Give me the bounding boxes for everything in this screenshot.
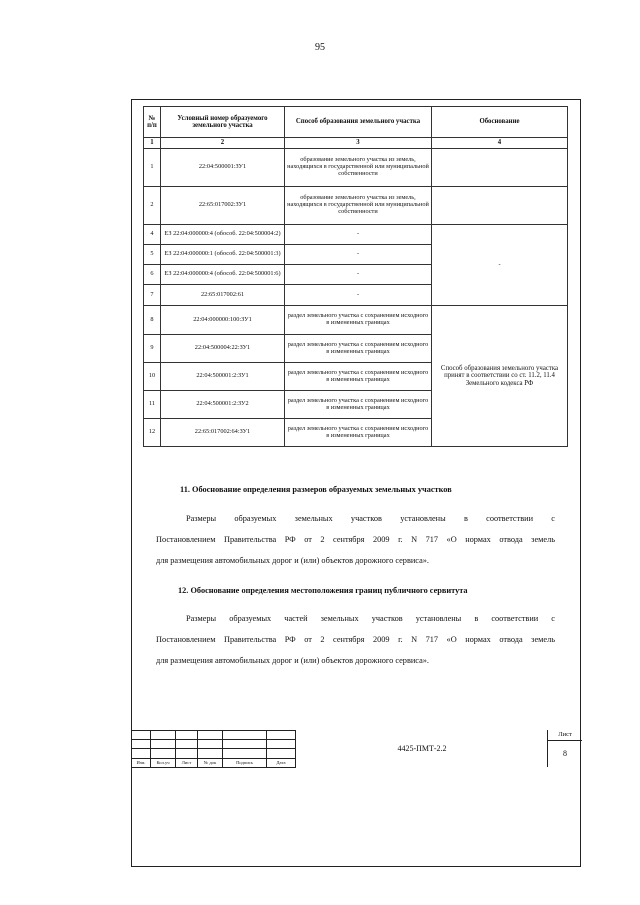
row-number: 1 (144, 149, 161, 187)
stamp-label: Лист (176, 758, 198, 767)
section-11-heading: 11. Обоснование определения размеров образуемых земельных участков (180, 485, 452, 494)
row-number: 11 (144, 391, 161, 419)
col-index: 2 (161, 138, 285, 149)
col-index: 3 (285, 138, 432, 149)
row-cadastral: 22:04:500001:ЗУ1 (161, 149, 285, 187)
row-number: 10 (144, 363, 161, 391)
stamp-label: № док (198, 758, 223, 767)
section-12-heading: 12. Обоснование определения местоположения границ публичного сервитута (178, 586, 468, 595)
sheet-box (547, 730, 582, 767)
paragraph-line: Размеры образуемых земельных участков установлены в соответствии с (186, 514, 555, 523)
row-number: 6 (144, 265, 161, 285)
table-index-row (144, 138, 568, 149)
row-basis-empty (432, 187, 568, 225)
row-method: раздел земельного участка с сохранением исходного в измененных границах (285, 335, 432, 363)
title-block-grid (131, 730, 296, 768)
section-12-paragraph (156, 608, 555, 671)
paragraph-line: Постановлением Правительства РФ от 2 сентября 2009 г. N 717 «О нормах отвода земель (156, 535, 555, 544)
stamp-label: Дата (267, 758, 296, 767)
row-method: раздел земельного участка с сохранением исходного в измененных границах (285, 306, 432, 335)
page-number: 95 (315, 42, 325, 53)
row-basis-empty (432, 149, 568, 187)
sheet-label: Лист (548, 730, 582, 741)
row-number: 7 (144, 285, 161, 306)
section-11-paragraph (156, 508, 555, 571)
col-index: 4 (432, 138, 568, 149)
header-method: Способ образования земельного участка (285, 107, 432, 138)
stamp-label: Изм. (132, 758, 151, 767)
row-method: - (285, 285, 432, 306)
row-number: 9 (144, 335, 161, 363)
table-row (144, 306, 568, 335)
basis-text-cell: Способ образования земельного участка принят в соответствии со ст. 11.2, 11.4 Земельного кодекса РФ (432, 306, 568, 447)
row-method: - (285, 225, 432, 245)
header-basis: Обоснование (432, 107, 568, 138)
row-method: раздел земельного участка с сохранением исходного в измененных границах (285, 363, 432, 391)
row-method: образование земельного участка из земель, находящихся в государственной или муниципальной собственности (285, 187, 432, 225)
paragraph-line: Размеры образуемых частей земельных участков установлены в соответствии с (186, 614, 555, 623)
title-block (131, 730, 581, 767)
table-row (144, 225, 568, 245)
paragraph-line: Постановлением Правительства РФ от 2 сентября 2009 г. N 717 «О нормах отвода земель (156, 635, 555, 644)
row-cadastral: 22:65:017002:ЗУ1 (161, 187, 285, 225)
row-number: 8 (144, 306, 161, 335)
land-plots-table (143, 106, 568, 447)
sheet-number: 8 (563, 749, 567, 758)
table-row (144, 149, 568, 187)
header-number: № п/п (144, 107, 161, 138)
row-method: раздел земельного участка с сохранением исходного в измененных границах (285, 419, 432, 447)
title-block-labels (132, 758, 296, 767)
row-method: - (285, 245, 432, 265)
row-cadastral: 22:04:500001:2:ЗУ2 (161, 391, 285, 419)
row-cadastral: 22:04:000000:100:ЗУ1 (161, 306, 285, 335)
stamp-label: Кол.уч (151, 758, 176, 767)
row-cadastral: 22:04:500004:22:ЗУ1 (161, 335, 285, 363)
col-index: 1 (144, 138, 161, 149)
row-cadastral: ЕЗ 22:04:000000:1 (обособ. 22:04:500001:3) (161, 245, 285, 265)
stamp-label: Подпись (223, 758, 267, 767)
row-cadastral: ЕЗ 22:04:000000:4 (обособ. 22:04:500004:2) (161, 225, 285, 245)
row-cadastral: ЕЗ 22:04:000000:4 (обособ. 22:04:500001:6) (161, 265, 285, 285)
header-plot-number: Условный номер образуемого земельного участка (161, 107, 285, 138)
paragraph-line: для размещения автомобильных дорог и (или) объектов дорожного сервиса». (156, 556, 429, 565)
row-method: раздел земельного участка с сохранением исходного в измененных границах (285, 391, 432, 419)
row-number: 4 (144, 225, 161, 245)
document-code: 4425-ПМТ-2.2 (295, 730, 548, 767)
row-cadastral: 22:65:017002:61 (161, 285, 285, 306)
row-number: 5 (144, 245, 161, 265)
row-cadastral: 22:65:017002:64:ЗУ1 (161, 419, 285, 447)
row-number: 2 (144, 187, 161, 225)
basis-dash-cell: - (432, 225, 568, 306)
row-method: образование земельного участка из земель, находящихся в государственной или муниципальной собственности (285, 149, 432, 187)
row-cadastral: 22:04:500001:2:ЗУ1 (161, 363, 285, 391)
table-header-row (144, 107, 568, 138)
table-row (144, 187, 568, 225)
row-number: 12 (144, 419, 161, 447)
row-method: - (285, 265, 432, 285)
paragraph-line: для размещения автомобильных дорог и (или) объектов дорожного сервиса». (156, 656, 429, 665)
